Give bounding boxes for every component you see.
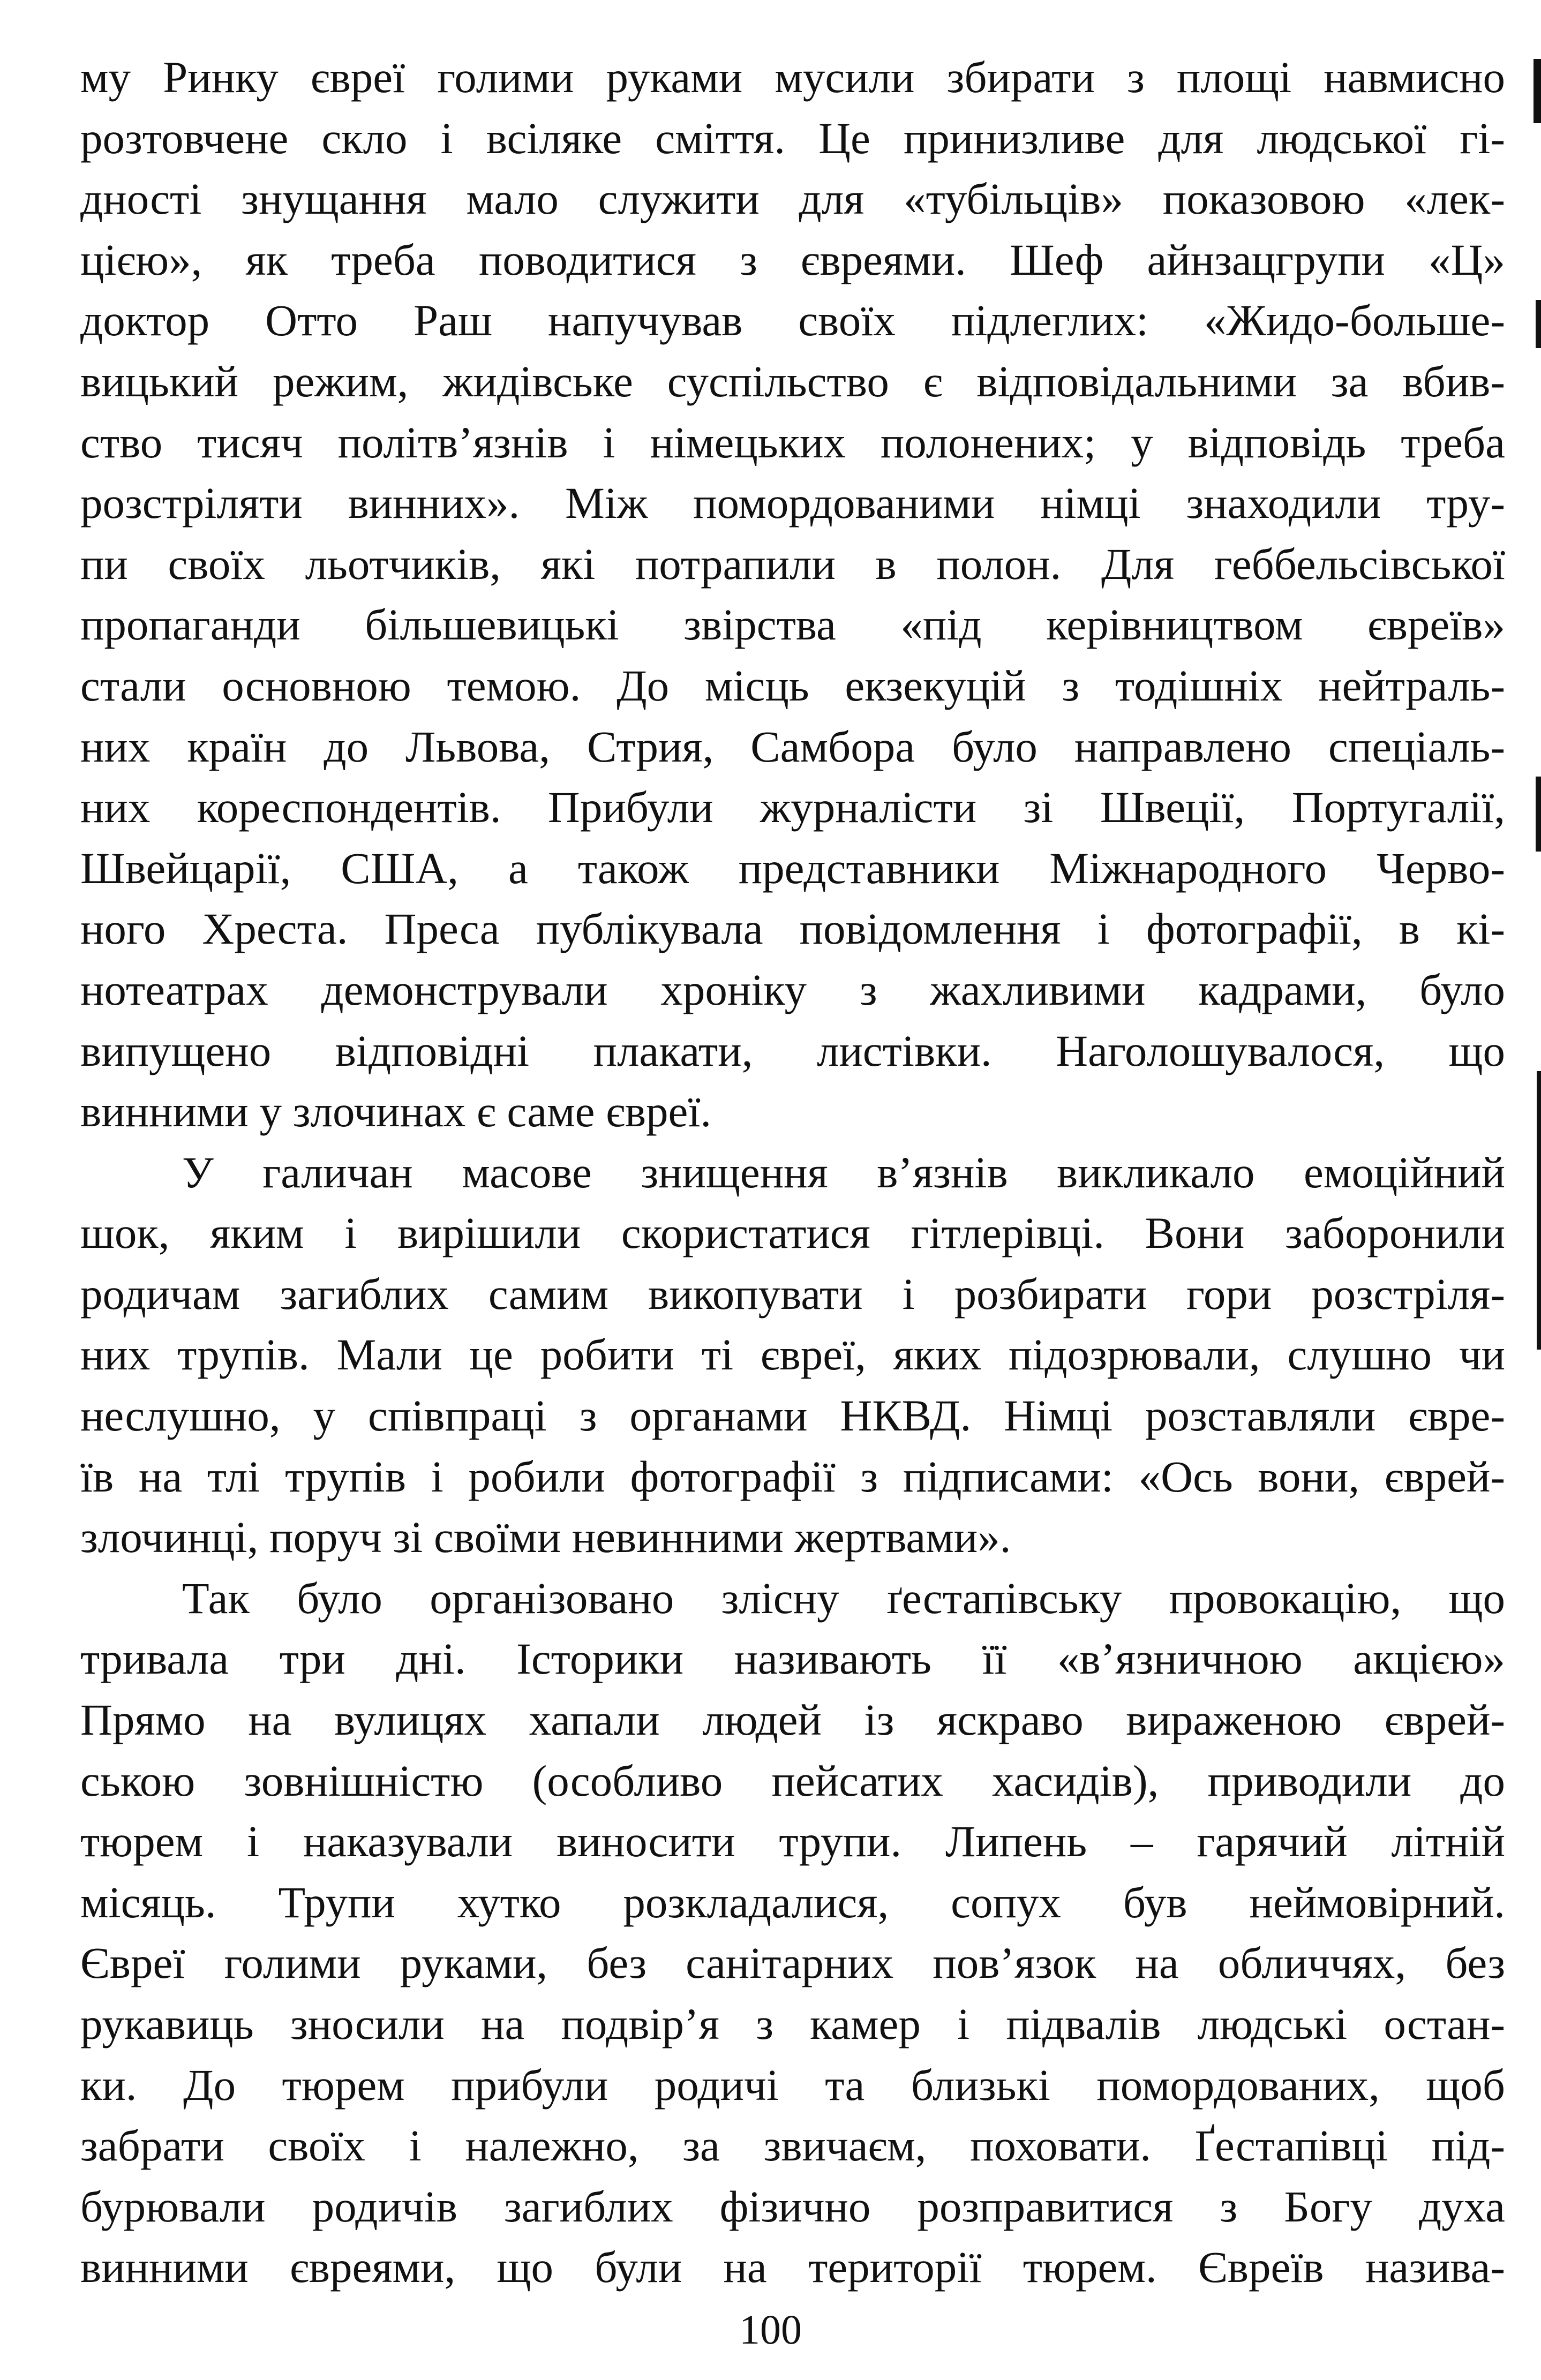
scan-edge-mark: [1534, 59, 1541, 123]
text-line: Так було організовано злісну ґестапівську провокацію, що: [182, 1573, 1505, 1623]
text-line: тривала три дні. Історики називають її «в’язничною акцією»: [80, 1634, 1505, 1684]
text-line: рукавиць зносили на подвір’я з камер і підвалів людські остан-: [80, 1999, 1505, 2048]
text-line: забрати своїх і належно, за звичаєм, поховати. Ґестапівці під-: [80, 2121, 1505, 2171]
text-line: нотеатрах демонстрували хроніку з жахливими кадрами, було: [80, 965, 1505, 1014]
scan-edge-mark: [1537, 1071, 1541, 1350]
text-line: неслушно, у співпраці з органами НКВД. Німці розставляли євре-: [80, 1391, 1505, 1441]
scan-edge-mark: [1536, 300, 1541, 348]
scan-edge-mark: [1536, 777, 1541, 852]
text-line: стали основною темою. До місць екзекуцій з тодішніх нейтраль-: [80, 660, 1505, 710]
text-line: Швейцарії, США, а також представники Міжнародного Черво-: [80, 843, 1505, 893]
text-line: вицький режим, жидівське суспільство є відповідальними за вбив-: [80, 356, 1505, 406]
text-line: винними у злочинах є саме євреї.: [80, 1087, 712, 1136]
text-line: них кореспондентів. Прибули журналісти зі Швеції, Португалії,: [80, 782, 1505, 832]
text-line: них трупів. Мали це робити ті євреї, яких підозрювали, слушно чи: [80, 1330, 1505, 1380]
text-line: цією», як треба поводитися з євреями. Шеф айнзацгрупи «Ц»: [80, 235, 1505, 284]
page-number: 100: [739, 2306, 802, 2353]
text-line: шок, яким і вирішили скористатися гітлерівці. Вони заборонили: [80, 1208, 1505, 1258]
text-line: доктор Отто Раш напучував своїх підлеглих: «Жидо-больше-: [80, 296, 1505, 345]
text-line: випущено відповідні плакати, листівки. Наголошувалося, що: [80, 1026, 1505, 1075]
text-line: Євреї голими руками, без санітарних пов’язок на обличчях, без: [80, 1938, 1505, 1988]
text-line: розтовчене скло і всіляке сміття. Це принизливе для людської гі-: [80, 113, 1505, 163]
text-line: тюрем і наказували виносити трупи. Липень – гарячий літній: [80, 1817, 1505, 1866]
text-line: ного Хреста. Преса публікувала повідомлення і фотографії, в кі-: [80, 904, 1505, 954]
text-line: пропаганди більшевицькі звірства «під керівництвом євреїв»: [80, 600, 1505, 650]
text-line: розстріляти винних». Між помордованими німці знаходили тру-: [80, 478, 1505, 528]
text-line: ки. До тюрем прибули родичі та близькі помордованих, щоб: [80, 2060, 1505, 2110]
text-line: ською зовнішністю (особливо пейсатих хасидів), приводили до: [80, 1756, 1505, 1805]
text-line: винними євреями, що були на території тюрем. Євреїв назива-: [80, 2242, 1505, 2292]
text-line: бурювали родичів загиблих фізично розправитися з Богу духа: [80, 2181, 1505, 2231]
text-line: У галичан масове знищення в’язнів викликало емоційний: [182, 1147, 1505, 1197]
text-line: дності знущання мало служити для «тубільців» показовою «лек-: [80, 174, 1505, 224]
text-line: ство тисяч політв’язнів і німецьких полонених; у відповідь треба: [80, 417, 1505, 467]
text-line: них країн до Львова, Стрия, Самбора було направлено спеціаль-: [80, 721, 1505, 771]
text-line: родичам загиблих самим викопувати і розбирати гори розстріля-: [80, 1269, 1505, 1319]
body-text: [80, 47, 1505, 2298]
text-line: місяць. Трупи хутко розкладалися, сопух був неймовірний.: [80, 1877, 1505, 1927]
text-line: злочинці, поруч зі своїми невинними жертвами».: [80, 1512, 1011, 1562]
text-line: му Ринку євреї голими руками мусили збирати з площі навмисно: [80, 52, 1505, 102]
text-line: Прямо на вулицях хапали людей із яскраво вираженою єврей-: [80, 1695, 1505, 1745]
text-line: пи своїх льотчиків, які потрапили в полон. Для геббельсівської: [80, 539, 1505, 589]
text-line: їв на тлі трупів і робили фотографії з підписами: «Ось вони, єврей-: [80, 1451, 1505, 1501]
